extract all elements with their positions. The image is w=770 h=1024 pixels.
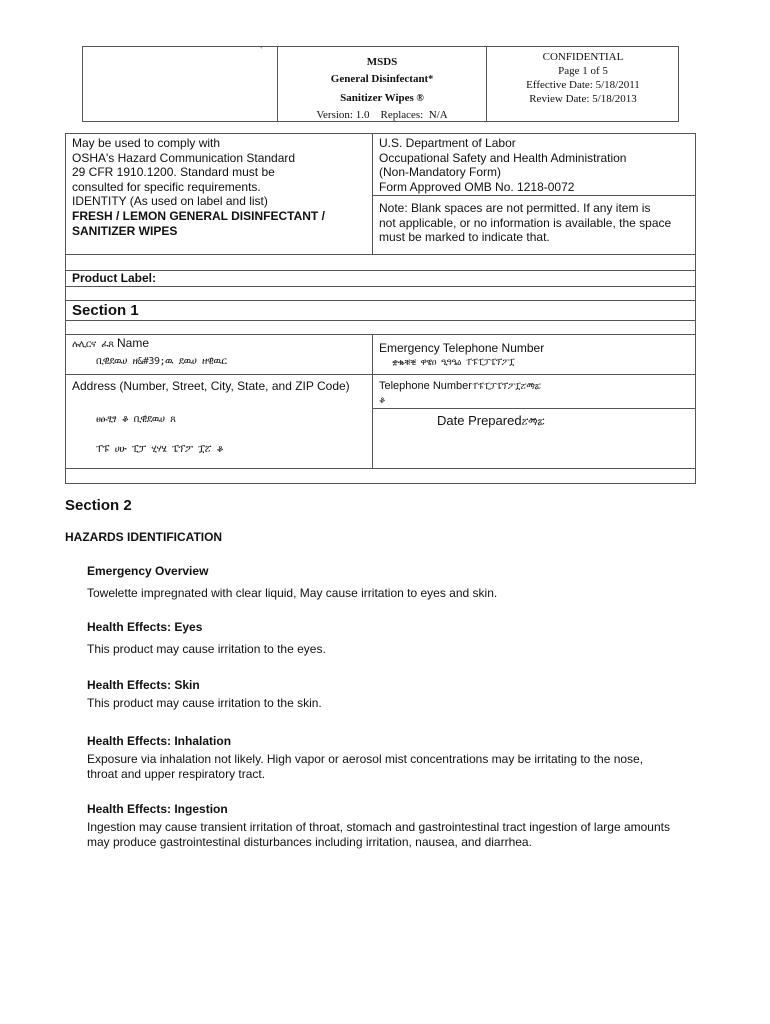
version-line: Version: 1.0 Replaces: N/A [316,109,448,121]
registered-mark-icon: * [428,74,434,85]
emergency-phone-value: ቋቈቑቒ ዋዌዐ ዒዓዔዕ ፐፑፒፓፔፕፖፗ [392,358,515,368]
hazard-text: Towelette impregnated with clear liquid, May cause irritation to eyes and skin. [87,586,498,600]
address-value: ፀፁፂፃ ቆ ቢዊደዉሀ ጸ [96,414,176,425]
product-label-heading: Product Label: [72,271,157,285]
address-label: Address (Number, Street, City, State, and ZIP Code) [72,379,350,393]
hazard-label: Emergency Overview [87,564,209,578]
header-center [278,54,486,122]
hazard-text: Exposure via inhalation not likely. High vapor or aerosol mist concentrations may be irritating to the nose, throat and upper respiratory tract. [87,752,644,781]
dept-labor-text: U.S. Department of Labor Occupational Safety and Health Administration (Non-Mandatory Form) Form Approved OMB No. 1218-0072 [379,136,627,194]
section1-title: Section 1 [72,302,139,319]
section2-title: Section 2 [65,497,132,514]
grid-line-g [65,374,696,375]
emergency-phone-label: Emergency Telephone Number [379,341,545,355]
review-date: Review Date: 5/18/2013 [529,93,637,105]
blank-spaces-note: Note: Blank spaces are not permitted. If any item is not applicable, or no information is available, the space must be marked to indicate that. [379,201,672,245]
effective-date: Effective Date: 5/18/2011 [526,79,640,91]
identity-value-2: SANITIZER WIPES [72,223,178,238]
page-number: Page 1 of 5 [558,65,608,77]
grid-line-a [65,254,696,255]
grid-mid-divider-bottom [372,334,373,468]
city-state-zip-value: ፐፑ ሀሁ ፒፓ ሂሃሄ ፔፕፖ ፗፘ ቆ [96,444,223,455]
hazards-heading: HAZARDS IDENTIFICATION [65,530,223,544]
grid-line-h [372,408,696,409]
confidential-label: CONFIDENTIAL [542,51,624,63]
telephone-value: ፐፑፒፓፔፕፖፗፘፙፚ [471,382,541,392]
msds-title: MSDS [366,56,398,68]
grid-line-b [65,270,696,271]
grid-line-i [65,468,696,469]
date-prepared-value: ፘፙፚ [521,417,544,428]
hazard-label: Health Effects: Skin [87,678,200,692]
product-line-1: General Disinfectant* [330,73,434,85]
telephone-field [379,380,541,394]
hazard-text: This product may cause irritation to the eyes. [87,642,326,656]
hazard-text: This product may cause irritation to the skin. [87,696,322,710]
grid-mid-divider-top [372,133,373,254]
hazard-label: Health Effects: Ingestion [87,802,228,816]
hazard-item-eyes [87,620,687,657]
trademark-icon: ® [413,93,424,104]
hazard-item-inhalation [87,734,677,782]
grid-line-d [65,300,696,301]
name-label-garbled: ሉሊርና ፈጸ [72,339,114,350]
grid-line-f [65,334,696,335]
header-left-mark: ` [260,46,263,55]
header-right [487,50,679,106]
product-line-2: Sanitizer Wipes ® [340,92,424,104]
telephone-label: Telephone Number [379,380,472,392]
hazard-item-ingestion [87,802,687,850]
hazard-label: Health Effects: Eyes [87,620,203,634]
date-prepared-field [437,413,544,428]
grid-line-e [65,320,696,321]
hazard-text: Ingestion may cause transient irritation of throat, stomach and gastrointestinal tract ingestion of large amounts may produce gastrointestinal disturbances including irritation, nausea, and diarrhea. [87,820,670,849]
osha-compliance-text: May be used to comply with OSHA's Hazard Communication Standard 29 CFR 1910.1200. Standard must be consulted for specific requirements. IDENTITY (As used on label and list) FRESH / LEMON GENERAL DISINFECTANT / SANITIZER WIPES [72,136,368,238]
identity-value-1: FRESH / LEMON GENERAL DISINFECTANT / [72,208,325,223]
hazard-item-skin [87,678,687,711]
hazard-item-overview [87,564,687,601]
date-prepared-label: Date Prepared [437,413,522,428]
grid-line-c [65,286,696,287]
telephone-tail: ቆ [379,396,385,406]
identity-label: IDENTITY (As used on label and list) [72,194,268,209]
manufacturer-name-value: ቢዊደዉሀ ዘ&#39;ዉ ደዉሀ ዘዊዉር [96,356,227,367]
manufacturer-name-label: ሉሊርና ፈጸ Name [72,336,149,350]
hazard-label: Health Effects: Inhalation [87,734,232,748]
grid-line-note [372,195,696,196]
